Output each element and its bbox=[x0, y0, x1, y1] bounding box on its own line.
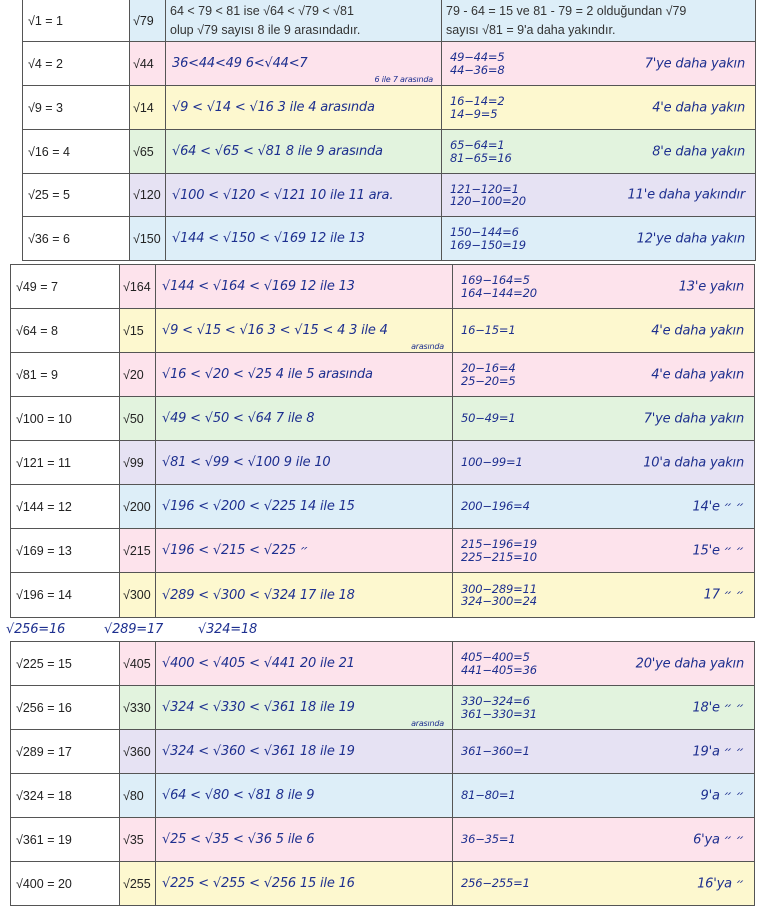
handwritten-differences bbox=[453, 538, 537, 562]
explanation-line: sayısı √81 = 9'a daha yakındır. bbox=[446, 22, 616, 37]
interval-cell bbox=[166, 0, 442, 41]
closeness-cell bbox=[453, 397, 754, 440]
root-number-text: √99 bbox=[123, 455, 144, 470]
perfect-square-cell bbox=[23, 217, 130, 260]
table-row bbox=[11, 265, 754, 309]
root-number-text: √255 bbox=[123, 876, 151, 891]
handwritten-differences bbox=[453, 362, 515, 386]
handwritten-conclusion: 4'e daha yakın bbox=[652, 100, 745, 115]
difference-line: 44−36=8 bbox=[450, 62, 505, 77]
root-number-cell bbox=[120, 862, 156, 905]
table-row bbox=[11, 397, 754, 441]
root-number-cell bbox=[130, 0, 166, 41]
interval-cell bbox=[156, 774, 453, 817]
handwritten-conclusion: 6'ya ״ ״ bbox=[693, 832, 744, 847]
perfect-square-text: √256 = 16 bbox=[16, 700, 72, 715]
table-row bbox=[11, 686, 754, 730]
table-row bbox=[23, 174, 755, 217]
table-section-1 bbox=[22, 0, 756, 261]
interval-cell bbox=[156, 309, 453, 352]
perfect-square-text: √16 = 4 bbox=[28, 144, 70, 159]
handwritten-interval-note: 6 ile 7 arasında bbox=[374, 75, 433, 84]
handwritten-differences bbox=[453, 412, 515, 424]
perfect-square-cell bbox=[11, 397, 120, 440]
perfect-square-text: √64 = 8 bbox=[16, 323, 58, 338]
handwritten-interval: √225 < √255 < √256 15 ile 16 bbox=[162, 876, 355, 891]
interval-cell bbox=[156, 485, 453, 528]
handwritten-differences bbox=[453, 456, 523, 468]
handwritten-conclusion: 7'ye daha yakın bbox=[643, 411, 744, 426]
interval-cell bbox=[156, 397, 453, 440]
handwritten-differences bbox=[453, 500, 530, 512]
root-number-text: √35 bbox=[123, 832, 144, 847]
root-number-cell bbox=[120, 642, 156, 685]
table-row bbox=[11, 529, 754, 573]
root-number-text: √150 bbox=[133, 231, 161, 246]
perfect-square-text: √289 = 17 bbox=[16, 744, 72, 759]
handwritten-differences bbox=[453, 651, 537, 675]
closeness-cell bbox=[453, 818, 754, 861]
perfect-square-text: √121 = 11 bbox=[16, 455, 71, 470]
closeness-cell bbox=[453, 441, 754, 484]
handwritten-interval: √196 < √200 < √225 14 ile 15 bbox=[162, 499, 355, 514]
difference-line: 81−80=1 bbox=[461, 788, 516, 803]
closeness-cell bbox=[453, 309, 754, 352]
interval-cell bbox=[166, 130, 442, 173]
table-section-2 bbox=[10, 264, 755, 618]
handwritten-interval: √196 < √215 < √225 ״ bbox=[162, 543, 309, 558]
handwritten-conclusion: 4'e daha yakın bbox=[651, 367, 744, 382]
handwritten-interval-note: arasında bbox=[411, 342, 444, 351]
difference-line: 441−405=36 bbox=[461, 662, 537, 677]
interval-cell bbox=[156, 730, 453, 773]
handwritten-interval: √144 < √164 < √169 12 ile 13 bbox=[162, 279, 355, 294]
root-number-text: √44 bbox=[133, 56, 154, 71]
closeness-cell bbox=[442, 0, 755, 41]
perfect-square-cell bbox=[23, 130, 130, 173]
handwritten-interval-note: arasında bbox=[411, 719, 444, 728]
difference-line: 49−44=5 bbox=[450, 50, 505, 65]
perfect-square-cell bbox=[11, 573, 120, 617]
perfect-square-text: √49 = 7 bbox=[16, 279, 58, 294]
root-number-text: √300 bbox=[123, 588, 151, 602]
interval-cell bbox=[156, 862, 453, 905]
table-row bbox=[11, 441, 754, 485]
handwritten-conclusion: 7'ye daha yakın bbox=[644, 56, 745, 71]
handwritten-interval: √100 < √120 < √121 10 ile 11 ara. bbox=[172, 187, 394, 203]
interval-cell bbox=[156, 441, 453, 484]
difference-line: 225−215=10 bbox=[461, 549, 537, 564]
handwritten-conclusion: 17 ״ ״ bbox=[703, 587, 744, 603]
root-number-text: √79 bbox=[133, 13, 154, 28]
difference-line: 330−324=6 bbox=[461, 694, 530, 709]
root-number-text: √14 bbox=[133, 100, 154, 115]
perfect-square-cell bbox=[23, 86, 130, 129]
closeness-cell bbox=[453, 642, 754, 685]
table-row bbox=[11, 818, 754, 862]
interval-cell bbox=[166, 86, 442, 129]
perfect-square-text: √324 = 18 bbox=[16, 788, 72, 803]
handwritten-conclusion: 15'e ״ ״ bbox=[692, 543, 744, 558]
difference-line: 81−65=16 bbox=[450, 150, 512, 165]
closeness-cell bbox=[453, 730, 754, 773]
closeness-cell bbox=[453, 485, 754, 528]
perfect-square-cell bbox=[11, 485, 120, 528]
handwritten-conclusion: 20'ye daha yakın bbox=[635, 656, 744, 671]
root-number-text: √200 bbox=[123, 499, 151, 514]
perfect-square-text: √25 = 5 bbox=[28, 188, 70, 202]
handwritten-conclusion: 10'a daha yakın bbox=[643, 455, 744, 470]
handwritten-differences bbox=[442, 226, 526, 250]
handwritten-conclusion: 11'e daha yakındır bbox=[627, 187, 745, 203]
perfect-square-text: √81 = 9 bbox=[16, 367, 58, 382]
difference-line: 100−99=1 bbox=[461, 455, 523, 470]
difference-line: 20−16=4 bbox=[461, 361, 516, 376]
handwritten-differences bbox=[442, 139, 512, 163]
handwritten-interval: 36<44<49 6<√44<7 bbox=[172, 56, 308, 71]
root-number-cell bbox=[120, 730, 156, 773]
perfect-square-cell bbox=[11, 353, 120, 396]
perfect-square-cell bbox=[11, 730, 120, 773]
perfect-square-text: √144 = 12 bbox=[16, 499, 72, 514]
difference-line: 256−255=1 bbox=[461, 876, 530, 891]
perfect-square-cell bbox=[23, 174, 130, 216]
handwritten-differences bbox=[442, 95, 504, 119]
closeness-cell bbox=[453, 265, 754, 308]
root-number-text: √330 bbox=[123, 700, 151, 715]
root-number-cell bbox=[120, 573, 156, 617]
handwritten-interval: √400 < √405 < √441 20 ile 21 bbox=[162, 656, 355, 671]
root-number-cell bbox=[120, 397, 156, 440]
perfect-square-cell bbox=[11, 642, 120, 685]
perfect-square-cell bbox=[11, 862, 120, 905]
root-number-text: √15 bbox=[123, 323, 144, 338]
root-number-text: √405 bbox=[123, 656, 151, 671]
closeness-cell bbox=[453, 862, 754, 905]
root-number-cell bbox=[120, 441, 156, 484]
table-row bbox=[11, 730, 754, 774]
table-section-3 bbox=[10, 641, 755, 906]
table-row bbox=[11, 573, 754, 618]
handwritten-conclusion: 13'e yakın bbox=[678, 279, 744, 294]
handwritten-interval: √9 < √14 < √16 3 ile 4 arasında bbox=[172, 100, 375, 115]
handwritten-interval: √324 < √330 < √361 18 ile 19 bbox=[162, 700, 355, 715]
difference-line: 25−20=5 bbox=[461, 373, 516, 388]
handwritten-note-item: √256=16 bbox=[6, 622, 66, 637]
perfect-square-cell bbox=[11, 529, 120, 572]
root-number-text: √120 bbox=[133, 188, 161, 202]
root-number-cell bbox=[120, 353, 156, 396]
difference-line: 200−196=4 bbox=[461, 499, 530, 514]
root-number-cell bbox=[130, 217, 166, 260]
perfect-square-text: √36 = 6 bbox=[28, 231, 70, 246]
root-number-cell bbox=[130, 42, 166, 85]
difference-line: 164−144=20 bbox=[461, 285, 537, 300]
interval-cell bbox=[156, 529, 453, 572]
interval-cell bbox=[156, 265, 453, 308]
table-row bbox=[23, 130, 755, 174]
interval-cell bbox=[166, 217, 442, 260]
handwritten-interval: √16 < √20 < √25 4 ile 5 arasında bbox=[162, 367, 373, 382]
perfect-square-cell bbox=[11, 441, 120, 484]
handwritten-differences bbox=[453, 745, 530, 757]
handwritten-conclusion: 8'e daha yakın bbox=[652, 144, 745, 159]
difference-line: 36−35=1 bbox=[461, 832, 516, 847]
perfect-square-text: √1 = 1 bbox=[28, 13, 64, 28]
explanation-line: olup √79 sayısı 8 ile 9 arasındadır. bbox=[170, 22, 361, 37]
closeness-cell bbox=[442, 86, 755, 129]
perfect-square-text: √100 = 10 bbox=[16, 411, 72, 426]
difference-line: 65−64=1 bbox=[450, 138, 505, 153]
handwritten-differences bbox=[453, 695, 537, 719]
perfect-square-text: √225 = 15 bbox=[16, 656, 72, 671]
interval-explanation bbox=[166, 2, 360, 40]
difference-line: 405−400=5 bbox=[461, 650, 530, 665]
root-number-cell bbox=[120, 529, 156, 572]
difference-line: 16−14=2 bbox=[450, 94, 505, 109]
root-number-text: √215 bbox=[123, 543, 151, 558]
root-number-cell bbox=[120, 818, 156, 861]
handwritten-interval: √25 < √35 < √36 5 ile 6 bbox=[162, 832, 315, 847]
closeness-cell bbox=[453, 774, 754, 817]
handwritten-interval: √81 < √99 < √100 9 ile 10 bbox=[162, 455, 331, 470]
root-number-text: √164 bbox=[123, 279, 151, 294]
perfect-square-cell bbox=[11, 309, 120, 352]
handwritten-conclusion: 14'e ״ ״ bbox=[692, 499, 744, 514]
between-note bbox=[6, 622, 746, 640]
table-row bbox=[11, 862, 754, 906]
handwritten-interval: √9 < √15 < √16 3 < √15 < 4 3 ile 4 bbox=[162, 323, 388, 338]
root-number-cell bbox=[130, 130, 166, 173]
handwritten-conclusion: 9'a ״ ״ bbox=[700, 788, 744, 803]
table-row bbox=[11, 642, 754, 686]
difference-line: 150−144=6 bbox=[450, 225, 519, 240]
closeness-cell bbox=[453, 686, 754, 729]
root-number-text: √50 bbox=[123, 411, 144, 426]
handwritten-conclusion: 16'ya ״ bbox=[697, 876, 744, 891]
interval-cell bbox=[156, 642, 453, 685]
interval-cell bbox=[166, 42, 442, 85]
handwritten-note-item: √289=17 bbox=[104, 622, 164, 637]
perfect-square-cell bbox=[11, 774, 120, 817]
interval-cell bbox=[156, 686, 453, 729]
root-number-cell bbox=[120, 309, 156, 352]
closeness-cell bbox=[442, 174, 755, 216]
difference-line: 215−196=19 bbox=[461, 537, 537, 552]
perfect-square-text: √9 = 3 bbox=[28, 100, 64, 115]
perfect-square-text: √169 = 13 bbox=[16, 543, 72, 558]
handwritten-differences bbox=[442, 51, 504, 75]
closeness-cell bbox=[453, 573, 754, 617]
handwritten-differences bbox=[442, 183, 526, 207]
handwritten-note-item: √324=18 bbox=[198, 622, 258, 637]
perfect-square-cell bbox=[11, 265, 120, 308]
handwritten-differences bbox=[453, 833, 515, 845]
difference-line: 361−360=1 bbox=[461, 744, 530, 759]
handwritten-conclusion: 19'a ״ ״ bbox=[692, 744, 744, 759]
table-row bbox=[23, 42, 755, 86]
root-number-cell bbox=[120, 265, 156, 308]
table-row bbox=[11, 774, 754, 818]
difference-line: 16−15=1 bbox=[461, 323, 516, 338]
perfect-square-text: √400 = 20 bbox=[16, 876, 72, 891]
handwritten-differences bbox=[453, 583, 537, 607]
interval-cell bbox=[156, 573, 453, 617]
difference-line: 324−300=24 bbox=[461, 594, 537, 608]
table-row bbox=[23, 0, 755, 42]
handwritten-differences bbox=[453, 877, 530, 889]
root-number-cell bbox=[120, 774, 156, 817]
handwritten-interval: √64 < √65 < √81 8 ile 9 arasında bbox=[172, 144, 383, 159]
handwritten-conclusion: 4'e daha yakın bbox=[651, 323, 744, 338]
difference-line: 120−100=20 bbox=[450, 194, 526, 208]
closeness-cell bbox=[442, 130, 755, 173]
difference-line: 361−330=31 bbox=[461, 706, 537, 721]
handwritten-interval: √144 < √150 < √169 12 ile 13 bbox=[172, 231, 365, 246]
handwritten-differences bbox=[453, 324, 515, 336]
explanation-line: 64 < 79 < 81 ise √64 < √79 < √81 bbox=[170, 3, 354, 18]
table-row bbox=[23, 217, 755, 261]
explanation-line: 79 - 64 = 15 ve 81 - 79 = 2 olduğundan √79 bbox=[446, 3, 687, 18]
perfect-square-text: √4 = 2 bbox=[28, 56, 64, 71]
root-number-cell bbox=[120, 485, 156, 528]
closeness-explanation bbox=[442, 2, 686, 40]
handwritten-conclusion: 18'e ״ ״ bbox=[692, 700, 744, 715]
difference-line: 14−9=5 bbox=[450, 106, 498, 121]
perfect-square-text: √361 = 19 bbox=[16, 832, 72, 847]
table-row bbox=[11, 485, 754, 529]
difference-line: 169−164=5 bbox=[461, 273, 530, 288]
table-row bbox=[11, 309, 754, 353]
root-number-text: √65 bbox=[133, 144, 154, 159]
root-number-cell bbox=[130, 174, 166, 216]
interval-cell bbox=[156, 818, 453, 861]
root-number-text: √80 bbox=[123, 788, 144, 803]
difference-line: 169−150=19 bbox=[450, 237, 526, 252]
handwritten-interval: √289 < √300 < √324 17 ile 18 bbox=[162, 587, 355, 603]
closeness-cell bbox=[453, 353, 754, 396]
table-row bbox=[23, 86, 755, 130]
perfect-square-cell bbox=[23, 0, 130, 41]
closeness-cell bbox=[442, 217, 755, 260]
handwritten-differences bbox=[453, 274, 537, 298]
handwritten-differences bbox=[453, 789, 515, 801]
table-row bbox=[11, 353, 754, 397]
difference-line: 300−289=11 bbox=[461, 581, 537, 596]
perfect-square-text: √196 = 14 bbox=[16, 588, 72, 602]
root-number-text: √20 bbox=[123, 367, 144, 382]
perfect-square-cell bbox=[23, 42, 130, 85]
root-number-text: √360 bbox=[123, 744, 151, 759]
handwritten-conclusion: 12'ye daha yakın bbox=[636, 231, 745, 246]
interval-cell bbox=[166, 174, 442, 216]
perfect-square-cell bbox=[11, 686, 120, 729]
perfect-square-cell bbox=[11, 818, 120, 861]
closeness-cell bbox=[442, 42, 755, 85]
root-number-cell bbox=[120, 686, 156, 729]
interval-cell bbox=[156, 353, 453, 396]
handwritten-interval: √64 < √80 < √81 8 ile 9 bbox=[162, 788, 315, 803]
difference-line: 121−120=1 bbox=[450, 181, 519, 196]
closeness-cell bbox=[453, 529, 754, 572]
handwritten-interval: √324 < √360 < √361 18 ile 19 bbox=[162, 744, 355, 759]
root-number-cell bbox=[130, 86, 166, 129]
difference-line: 50−49=1 bbox=[461, 411, 516, 426]
handwritten-interval: √49 < √50 < √64 7 ile 8 bbox=[162, 411, 315, 426]
